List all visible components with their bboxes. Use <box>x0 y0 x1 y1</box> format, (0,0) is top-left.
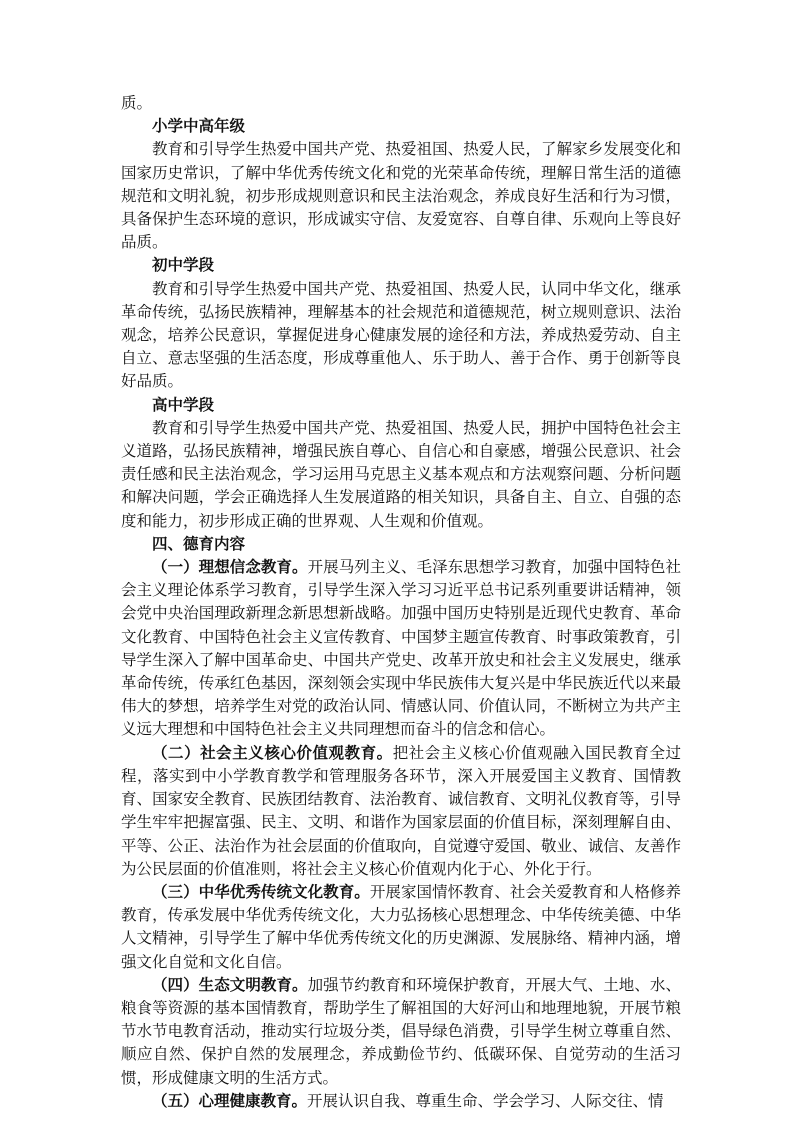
item-label: （一）理想信念教育。 <box>152 558 308 577</box>
item-ecology <box>121 974 681 1090</box>
section-heading-junior: 初中学段 <box>152 256 215 275</box>
item-label: （二）社会主义核心价值观教育。 <box>152 743 393 762</box>
item-ideals <box>121 556 681 742</box>
item-label: （四）生态文明教育。 <box>152 975 308 994</box>
section-heading-senior: 高中学段 <box>152 395 215 414</box>
text-fragment: 质。 <box>121 94 153 112</box>
item-text: 把社会主义核心价值观融入国民教育全过程，落实到中小学教育教学和管理服务各环节，深入开展爱国主义教育、国情教育、国家安全教育、民族团结教育、法治教育、诚信教育、文明礼仪教育等，引导学生牢牢把握富强、民主、文明、和谐作为国家层面的价值目标，深刻理解自由、平等、公正、法治作为社会层面的价值取向，自觉遵守爱国、敬业、诚信、友善作为公民层面的价值准则，将社会主义核心价值观内化于心、外化于行。 <box>121 743 681 878</box>
item-text: 开展认识自我、尊重生命、学会学习、人际交往、情 <box>307 1091 664 1110</box>
document-page <box>121 92 681 1113</box>
item-label: （五）心理健康教育。 <box>152 1091 308 1110</box>
item-text: 开展马列主义、毛泽东思想学习教育，加强中国特色社会主义理论体系学习教育，引导学生深入学习习近平总书记系列重要讲话精神，领会党中央治国理政新理念新思想新战略。加强中国历史特别是近现代史教育、革命文化教育、中国特色社会主义宣传教育、中国梦主题宣传教育、时事政策教育，引导学生深入了解中国革命史、中国共产党史、改革开放史和社会主义发展史，继承革命传统，传承红色基因，深刻领会实现中华民族伟大复兴是中华民族近代以来最伟大的梦想，培养学生对党的政治认同、情感认同、价值认同，不断树立为共产主义远大理想和中国特色社会主义共同理想而奋斗的信念和信心。 <box>121 558 681 739</box>
item-core-values <box>121 742 681 881</box>
paragraph-junior: 教育和引导学生热爱中国共产党、热爱祖国、热爱人民，认同中华文化，继承革命传统，弘扬民族精神，理解基本的社会规范和道德规范，树立规则意识、法治观念，培养公民意识，掌握促进身心健康发展的途径和方法，养成热爱劳动、自主自立、意志坚强的生活态度，形成尊重他人、乐于助人、善于合作、勇于创新等良好品质。 <box>121 279 681 391</box>
paragraph-senior: 教育和引导学生热爱中国共产党、热爱祖国、热爱人民，拥护中国特色社会主义道路，弘扬民族精神，增强民族自尊心、自信心和自豪感，增强公民意识、社会责任感和民主法治观念，学习运用马克思主义基本观点和方法观察问题、分析问题和解决问题，学会正确选择人生发展道路的相关知识，具备自主、自立、自强的态度和能力，初步形成正确的世界观、人生观和价值观。 <box>121 418 681 530</box>
item-traditional-culture <box>121 881 681 974</box>
section-heading-primary-upper: 小学中高年级 <box>152 117 246 136</box>
item-label: （三）中华优秀传统文化教育。 <box>152 882 370 901</box>
item-mental-health <box>121 1090 681 1113</box>
item-text: 加强节约教育和环境保护教育，开展大气、土地、水、粮食等资源的基本国情教育，帮助学生了解祖国的大好河山和地理地貌，开展节粮节水节电教育活动，推动实行垃圾分类，倡导绿色消费，引导学生树立尊重自然、顺应自然、保护自然的发展理念，养成勤俭节约、低碳环保、自觉劳动的生活习惯，形成健康文明的生活方式。 <box>121 975 681 1087</box>
section-heading-content: 四、德育内容 <box>152 534 246 553</box>
item-text: 开展家国情怀教育、社会关爱教育和人格修养教育，传承发展中华优秀传统文化，大力弘扬核心思想理念、中华传统美德、中华人文精神，引导学生了解中华优秀传统文化的历史渊源、发展脉络、精神内涵，增强文化自觉和文化自信。 <box>121 882 681 971</box>
paragraph-primary-upper: 教育和引导学生热爱中国共产党、热爱祖国、热爱人民，了解家乡发展变化和国家历史常识，了解中华优秀传统文化和党的光荣革命传统，理解日常生活的道德规范和文明礼貌，初步形成规则意识和民主法治观念，养成良好生活和行为习惯，具备保护生态环境的意识，形成诚实守信、友爱宽容、自尊自律、乐观向上等良好品质。 <box>121 140 681 252</box>
